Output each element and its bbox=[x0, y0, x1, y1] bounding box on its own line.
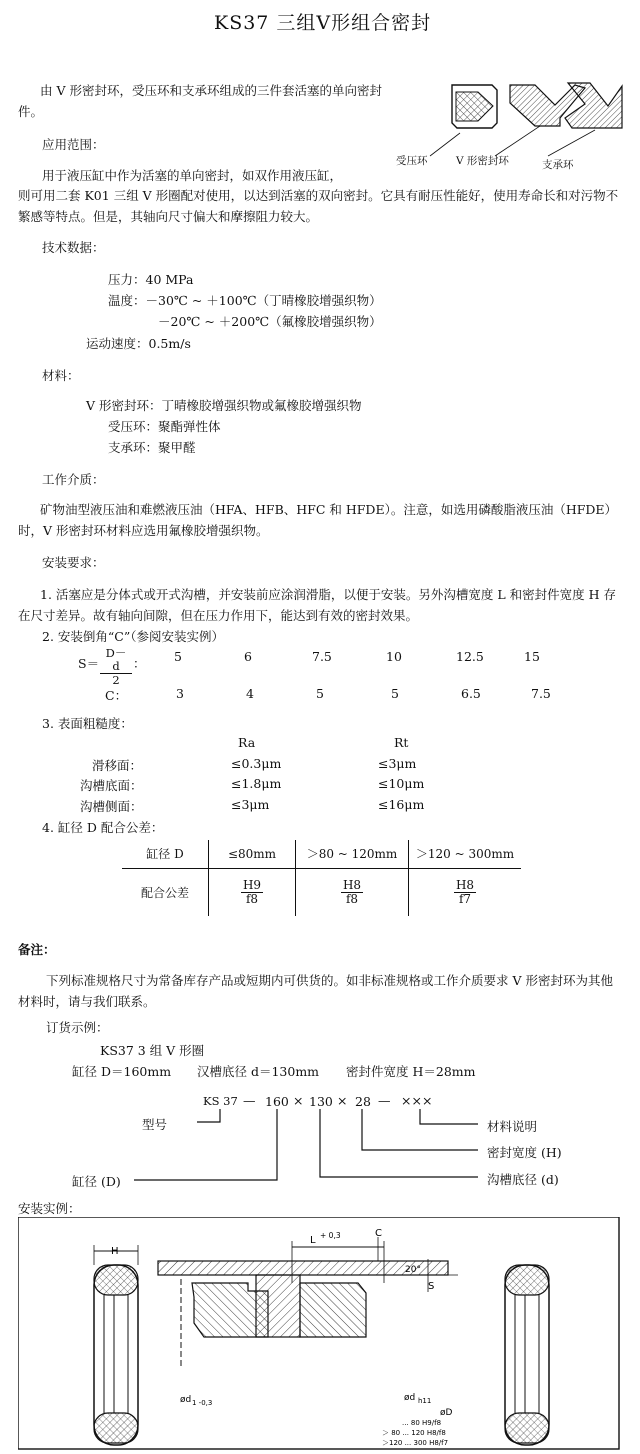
tolerance-header: ＞120 ~ 300mm bbox=[409, 840, 522, 868]
install-heading: 安装要求： bbox=[42, 555, 105, 570]
fit-denominator: f8 bbox=[245, 891, 259, 906]
label-material: 材料说明 bbox=[487, 1119, 538, 1134]
code-dash: — bbox=[243, 1093, 256, 1108]
note-text: 下列标准规格尺寸为常备库存产品或短期内可供货的。如非标准规格或工作介质要求 V 形密封环为其他材料时，请与我们联系。 bbox=[18, 973, 613, 1009]
rough-rt: ≤16μm bbox=[378, 797, 425, 812]
c-value: 4 bbox=[246, 686, 254, 701]
tech-temp1: 温度：－30℃ ~ ＋100℃（丁晴橡胶增强织物） bbox=[108, 293, 382, 308]
label-type: 型号 bbox=[142, 1117, 168, 1132]
label-width: 密封宽度 (H) bbox=[487, 1145, 562, 1160]
application-heading: 应用范围： bbox=[42, 137, 105, 152]
s-fraction bbox=[100, 647, 132, 687]
label-groove: 沟槽底径 (d) bbox=[487, 1172, 559, 1187]
install-item4: 4. 缸径 D 配合公差： bbox=[42, 820, 164, 835]
order-heading: 订货示例： bbox=[46, 1020, 109, 1035]
svg-text:1 -0,3: 1 -0,3 bbox=[192, 1399, 213, 1407]
right-seal-ring bbox=[505, 1265, 549, 1445]
rough-rt: ≤3μm bbox=[378, 756, 417, 771]
svg-text:＞ 80 ... 120 H8/f8: ＞ 80 ... 120 H8/f8 bbox=[382, 1429, 446, 1437]
note-heading: 备注： bbox=[18, 942, 56, 957]
figure-label-v-ring: V 形密封环 bbox=[456, 155, 509, 167]
pressure-ring-profile bbox=[452, 85, 497, 128]
install-item3: 3. 表面粗糙度： bbox=[42, 716, 133, 731]
figure-label-pressure-ring: 受压环 bbox=[396, 155, 428, 167]
material-support-ring: 支承环：聚甲醛 bbox=[108, 440, 196, 455]
s-value: 10 bbox=[386, 649, 402, 664]
tolerance-header: 缸径 D bbox=[122, 840, 209, 868]
figure-label-support-ring: 支承环 bbox=[542, 159, 574, 171]
tech-heading: 技术数据： bbox=[42, 240, 105, 255]
code-times: × bbox=[337, 1093, 348, 1108]
installation-drawing bbox=[18, 1217, 620, 1450]
material-pressure-ring: 受压环：聚酯弹性体 bbox=[108, 419, 221, 434]
rough-ra: ≤1.8μm bbox=[231, 776, 282, 791]
s-value: 12.5 bbox=[456, 649, 484, 664]
s-numerator: D－d bbox=[100, 647, 132, 674]
order-product: KS37 3 组 V 形圈 bbox=[100, 1043, 205, 1058]
media-text: 矿物油型液压油和难燃液压油（HFA、HFB、HFC 和 HFDE）。注意，如选用磷酸脂液压油（HFDE）时，V 形密封环材料应选用氟橡胶增强织物。 bbox=[18, 502, 618, 538]
fit-numerator: H8 bbox=[455, 877, 475, 892]
order-width: 密封件宽度 H＝28mm bbox=[346, 1064, 476, 1079]
svg-text:h11: h11 bbox=[418, 1397, 432, 1405]
svg-text:＞120 ... 300 H8/f7: ＞120 ... 300 H8/f7 bbox=[382, 1439, 449, 1447]
svg-text:C: C bbox=[375, 1228, 382, 1239]
code-bore: 160 bbox=[265, 1094, 289, 1109]
tolerance-header: ＞80 ~ 120mm bbox=[296, 840, 409, 868]
tech-temp2: －20℃ ~ ＋200℃（氟橡胶增强织物） bbox=[158, 314, 382, 329]
rough-header-ra: Ra bbox=[238, 735, 256, 750]
svg-text:øD: øD bbox=[440, 1408, 453, 1418]
tolerance-table bbox=[122, 840, 521, 916]
left-seal-ring bbox=[94, 1265, 138, 1445]
tech-pressure: 压力：40 MPa bbox=[108, 272, 194, 287]
c-value: 3 bbox=[176, 686, 184, 701]
s-suffix: ： bbox=[133, 656, 146, 671]
fit-numerator: H8 bbox=[342, 877, 362, 892]
s-value: 5 bbox=[174, 649, 182, 664]
svg-text:S: S bbox=[428, 1281, 435, 1292]
code-groove: 130 bbox=[309, 1094, 333, 1109]
fit-denominator: f7 bbox=[458, 891, 472, 906]
code-dash: — bbox=[378, 1093, 391, 1108]
support-ring-profile bbox=[565, 83, 622, 128]
fit-numerator: H9 bbox=[242, 877, 262, 892]
c-value: 6.5 bbox=[461, 686, 481, 701]
label-bore: 缸径 (D) bbox=[72, 1174, 121, 1189]
media-heading: 工作介质： bbox=[42, 472, 105, 487]
application-text: 则可用二套 K01 三组 V 形圈配对使用，以达到活塞的双向密封。它具有耐压性能好，使用寿命长和对污物不繁感等特点。但是，其轴向尺寸偏大和摩擦阻力较大。 bbox=[18, 188, 619, 224]
s-prefix: S＝ bbox=[78, 656, 100, 671]
c-value: 5 bbox=[391, 686, 399, 701]
install-item2: 2. 安装倒角“C”（参阅安装实例） bbox=[42, 629, 224, 644]
svg-text:ød: ød bbox=[404, 1393, 416, 1403]
code-width: 28 bbox=[355, 1094, 371, 1109]
materials-heading: 材料： bbox=[42, 368, 80, 383]
c-value: 7.5 bbox=[531, 686, 551, 701]
code-material: ××× bbox=[401, 1093, 433, 1108]
s-denominator: 2 bbox=[112, 673, 120, 687]
seal-profile-figure bbox=[400, 78, 625, 173]
order-groove: 汉槽底径 d＝130mm bbox=[197, 1064, 320, 1079]
order-bore: 缸径 D＝160mm bbox=[72, 1064, 172, 1079]
tolerance-label: 配合公差 bbox=[140, 885, 189, 900]
material-v-ring: V 形密封环：丁晴橡胶增强织物或氟橡胶增强织物 bbox=[86, 398, 362, 413]
tolerance-fit bbox=[409, 868, 522, 916]
example-heading: 安装实例： bbox=[18, 1201, 81, 1216]
install-item1: 1. 活塞应是分体式或开式沟槽，并安装前应涂润滑脂，以便于安装。另外沟槽宽度 L 和密封件宽度 H 存在尺寸差异。故有轴向间隙，但在压力作用下，能达到有效的密封效果。 bbox=[18, 587, 616, 623]
c-value: 5 bbox=[316, 686, 324, 701]
svg-text:L: L bbox=[310, 1235, 316, 1246]
rough-label: 沟槽侧面： bbox=[80, 799, 143, 814]
tech-speed: 运动速度：0.5m/s bbox=[86, 336, 191, 351]
svg-text:H: H bbox=[111, 1246, 119, 1257]
svg-text:20°: 20° bbox=[405, 1265, 421, 1275]
s-value: 7.5 bbox=[312, 649, 332, 664]
svg-text:ød: ød bbox=[180, 1395, 192, 1405]
page-title: KS37 三组V形组合密封 bbox=[214, 12, 432, 34]
tolerance-fit bbox=[209, 868, 296, 916]
application-line1: 用于液压缸中作为活塞的单向密封，如双作用液压缸， bbox=[42, 168, 343, 183]
s-value: 6 bbox=[244, 649, 252, 664]
tolerance-header: ≤80mm bbox=[209, 840, 296, 868]
code-type: KS 37 bbox=[203, 1094, 238, 1108]
rough-label: 沟槽底面： bbox=[80, 778, 143, 793]
tolerance-fit bbox=[296, 868, 409, 916]
s-value: 15 bbox=[524, 649, 540, 664]
fit-denominator: f8 bbox=[345, 891, 359, 906]
rough-ra: ≤0.3μm bbox=[231, 756, 282, 771]
svg-text:+ 0,3: + 0,3 bbox=[320, 1231, 341, 1240]
rough-ra: ≤3μm bbox=[231, 797, 270, 812]
rough-rt: ≤10μm bbox=[378, 776, 425, 791]
c-label: C： bbox=[105, 688, 128, 703]
rough-label: 滑移面： bbox=[92, 758, 143, 773]
code-times: × bbox=[293, 1093, 304, 1108]
intro-paragraph: 由 V 形密封环，受压环和支承环组成的三件套活塞的单向密封件。 bbox=[18, 83, 382, 119]
rough-header-rt: Rt bbox=[394, 735, 409, 750]
svg-text:... 80 H9/f8: ... 80 H9/f8 bbox=[402, 1419, 442, 1427]
